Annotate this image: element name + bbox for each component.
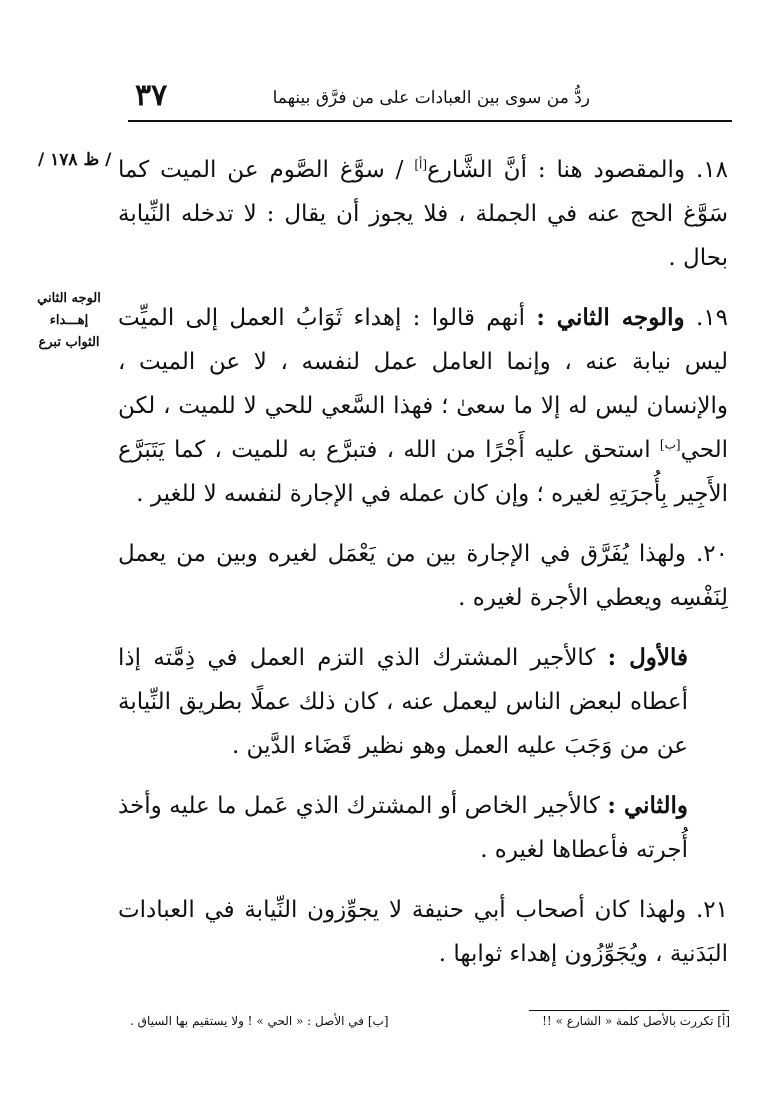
paragraph-number: ٢١. bbox=[695, 897, 729, 923]
paragraph-18: ١٨. والمقصود هنا : أنَّ الشَّارع[أ] / سوَّغ الصَّوم عن الميت كما سَوَّغ الحج عنه في الجملة ، فلا يجوز أن يقال : لا تدخله النِّيابة بحال . bbox=[118, 157, 729, 271]
paragraph-number: ١٩. bbox=[695, 305, 729, 331]
paragraph-second: والثاني : كالأجير الخاص أو المشترك الذي عَمل ما عليه وأخذ أُجرته فأعطاها لغيره . bbox=[118, 792, 689, 863]
paragraph-heading: والثاني : bbox=[607, 792, 689, 819]
side-note-line: الثواب تبرع bbox=[38, 335, 100, 350]
paragraph-heading: والوجه الثاني : bbox=[536, 304, 685, 331]
header-rule bbox=[128, 120, 732, 122]
footnotes bbox=[130, 1014, 730, 1028]
folio-reference: / ظ ١٧٨ / bbox=[38, 150, 112, 170]
footnote-marker: [أ] bbox=[414, 157, 428, 172]
footnote-a: [أ] تكررت بالأصل كلمة « الشارع » !! bbox=[542, 1014, 730, 1028]
paragraph-21: ٢١. ولهذا كان أصحاب أبي حنيفة لا يجوِّزون النِّيابة في العبادات البَدَنية ، ويُجَوِّزُون إهداء ثوابها . bbox=[118, 897, 729, 967]
side-note bbox=[28, 288, 110, 354]
running-title: ردُّ من سوى بين العبادات على من فرَّق بينهما bbox=[272, 88, 590, 108]
footnote-rule bbox=[529, 1010, 729, 1011]
page-header bbox=[125, 78, 735, 118]
paragraph-first: فالأول : كالأجير المشترك الذي التزم العمل في ذِمَّته إذا أعطاه لبعض الناس ليعمل عنه ، كان ذلك عملًا بطريق النِّيابة عن من وَجَبَ عليه العمل وهو نظير قَضَاء الدَّين . bbox=[118, 644, 689, 759]
paragraph-19: ١٩. والوجه الثاني : أنهم قالوا : إهداء ثَوَابُ العمل إلى الميِّت ليس نيابة عنه ، وإنما العامل عمل لنفسه ، لا عن الميت ، والإنسان ليس له إلا ما سعىٰ ؛ فهذا السَّعي للحي لا للميت ، لكن الحي[ب] استحق عليه أَجْرًا من الله ، فتبرَّع به للميت ، كما يَتَبَرَّع الأَجِير بِأُجرَتِهِ لغيره ؛ وإن كان عمله في الإجارة لنفسه لا للغير . bbox=[118, 304, 729, 507]
paragraph-number: ١٨. bbox=[695, 157, 729, 183]
paragraph-20: ٢٠. ولهذا يُفَرَّق في الإجارة بين من يَعْمَل لغيره وبين من يعمل لِنَفْسِه ويعطي الأجرة لغيره . bbox=[118, 541, 728, 611]
footnote-b: [ب] في الأصل : « الحي » ! ولا يستقيم بها السياق . bbox=[130, 1014, 389, 1028]
page-number: ٣٧ bbox=[135, 78, 168, 113]
footnote-marker: [ب] bbox=[659, 437, 681, 452]
main-text bbox=[118, 148, 728, 992]
side-note-line: الوجه الثاني bbox=[37, 291, 101, 306]
paragraph-number: ٢٠. bbox=[695, 541, 728, 567]
side-note-line: إهـــداء bbox=[49, 313, 89, 328]
paragraph-heading: فالأول : bbox=[607, 644, 689, 671]
